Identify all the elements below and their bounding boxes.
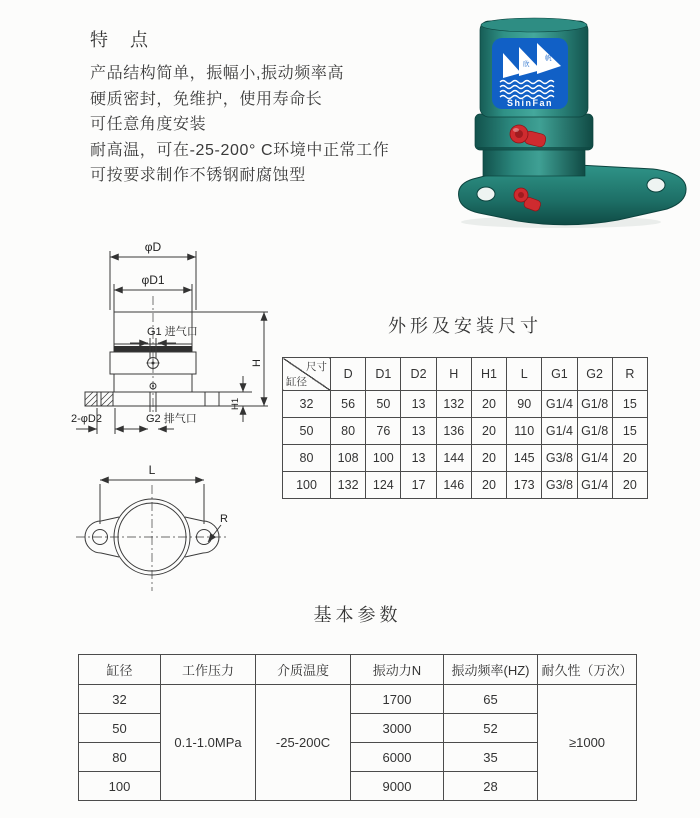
feature-line: 可任意角度安装 [90, 116, 207, 134]
table-cell: G1/4 [577, 472, 612, 499]
table-cell: 32 [283, 391, 331, 418]
table-row [283, 445, 648, 472]
table-cell: 80 [283, 445, 331, 472]
features-section [90, 26, 480, 189]
cylinder-lower [483, 148, 585, 176]
outlet-label: G2 排气口 [146, 413, 197, 425]
params-table [78, 654, 637, 801]
table-cell: 13 [401, 445, 436, 472]
column-header: R [612, 358, 647, 391]
sail-char-left: 欣 [523, 61, 530, 68]
table-cell: 35 [444, 743, 538, 772]
table-cell: 100 [366, 445, 401, 472]
side-view-drawing [71, 240, 268, 434]
table-cell: 76 [366, 418, 401, 445]
flange-hole-right [647, 178, 665, 192]
collar-seam [477, 147, 591, 150]
column-header: 缸径 [79, 655, 161, 685]
dimensions-table-title: 外形及安装尺寸 [388, 316, 542, 336]
table-cell: G1/4 [577, 445, 612, 472]
table-cell: 20 [612, 445, 647, 472]
product-photo [453, 8, 698, 230]
table-cell: 173 [507, 472, 542, 499]
table-cell: G1/8 [577, 391, 612, 418]
table-cell: 124 [366, 472, 401, 499]
table-cell: 32 [79, 685, 161, 714]
sail-char-right: 帆 [545, 55, 552, 62]
l-label: L [148, 463, 156, 477]
dim-d-label: φD [144, 240, 162, 254]
table-cell: G3/8 [542, 445, 577, 472]
column-header: D2 [401, 358, 436, 391]
column-header: D [331, 358, 366, 391]
table-cell: 52 [444, 714, 538, 743]
table-cell: 20 [471, 418, 506, 445]
holes-label: 2-φD2 [71, 413, 102, 425]
column-header: H1 [471, 358, 506, 391]
table-cell: 136 [436, 418, 471, 445]
feature-line: 耐高温，可在-25-200° C环境中正常工作 [90, 141, 390, 159]
pressure-cell: 0.1-1.0MPa [161, 685, 256, 801]
table-cell: 100 [79, 772, 161, 801]
table-cell: 15 [612, 418, 647, 445]
table-cell: 13 [401, 391, 436, 418]
column-header: G1 [542, 358, 577, 391]
table-cell: 50 [366, 391, 401, 418]
feature-line: 可按要求制作不锈钢耐腐蚀型 [90, 167, 306, 185]
table-cell: 20 [612, 472, 647, 499]
durability-cell: ≥1000 [538, 685, 637, 801]
table-cell: 28 [444, 772, 538, 801]
column-header: 振动频率(HZ) [444, 655, 538, 685]
table-row [79, 685, 637, 714]
table-cell: G3/8 [542, 472, 577, 499]
table-cell: 90 [507, 391, 542, 418]
corner-label-bore: 缸径 [286, 376, 307, 388]
dim-d1-label: φD1 [141, 273, 165, 287]
table-cell: 110 [507, 418, 542, 445]
bottom-view-drawing [76, 463, 228, 591]
table-cell: 13 [401, 418, 436, 445]
table-cell: 9000 [351, 772, 444, 801]
table-cell: 132 [331, 472, 366, 499]
table-cell: 20 [471, 445, 506, 472]
column-header: 振动力N [351, 655, 444, 685]
table-cell: 50 [283, 418, 331, 445]
hatch-pattern [85, 392, 113, 406]
table-cell: 3000 [351, 714, 444, 743]
table-cell: 108 [331, 445, 366, 472]
brand-logo [492, 38, 568, 109]
feature-line: 产品结构简单，振幅小,振动频率高 [90, 65, 345, 82]
h1-label: H1 [230, 397, 241, 410]
r-label: R [220, 513, 228, 525]
corner-cell [283, 358, 331, 391]
table-cell: 145 [507, 445, 542, 472]
table-cell: 100 [283, 472, 331, 499]
inlet-label: G1 进气口 [147, 326, 198, 338]
table-cell: 1700 [351, 685, 444, 714]
table-cell: 50 [79, 714, 161, 743]
dimensions-table [282, 357, 648, 499]
table-cell: 56 [331, 391, 366, 418]
table-cell: 17 [401, 472, 436, 499]
feature-line: 硬质密封，免维护，使用寿命长 [90, 90, 323, 108]
table-header-row [283, 358, 648, 391]
table-cell: 20 [471, 472, 506, 499]
table-cell: G1/4 [542, 418, 577, 445]
table-cell: 65 [444, 685, 538, 714]
brand-text: ShinFan [507, 98, 553, 108]
table-cell: G1/4 [542, 391, 577, 418]
table-cell: G1/8 [577, 418, 612, 445]
table-row [283, 472, 648, 499]
column-header: L [507, 358, 542, 391]
table-cell: 132 [436, 391, 471, 418]
column-header: H [436, 358, 471, 391]
corner-label-size: 尺寸 [306, 361, 327, 373]
features-title: 特 点 [90, 30, 150, 50]
table-cell: 80 [79, 743, 161, 772]
column-header: 耐久性（万次） [538, 655, 637, 685]
column-header: D1 [366, 358, 401, 391]
column-header: 介质温度 [256, 655, 351, 685]
h-label: H [251, 359, 263, 367]
flange-hole-left [477, 187, 495, 201]
table-cell: 20 [471, 391, 506, 418]
column-header: 工作压力 [161, 655, 256, 685]
params-table-title: 基本参数 [313, 605, 402, 625]
column-header: G2 [577, 358, 612, 391]
technical-drawing [70, 238, 290, 610]
table-cell: 144 [436, 445, 471, 472]
table-row [283, 418, 648, 445]
table-cell: 6000 [351, 743, 444, 772]
table-cell: 15 [612, 391, 647, 418]
cylinder-cap [481, 18, 587, 32]
table-row [283, 391, 648, 418]
table-cell: 80 [331, 418, 366, 445]
table-cell: 146 [436, 472, 471, 499]
table-header-row [79, 655, 637, 685]
temperature-cell: -25-200C [256, 685, 351, 801]
